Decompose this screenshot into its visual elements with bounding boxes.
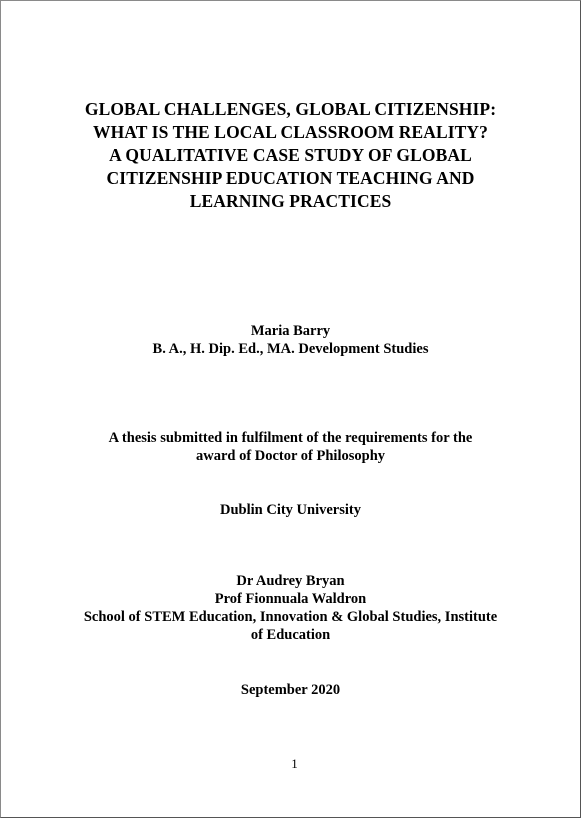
university-text: Dublin City University	[220, 502, 361, 518]
school-line-2: of Education	[250, 627, 331, 643]
school-line-1: School of STEM Education, Innovation & Global Studies, Institute	[83, 609, 498, 625]
submission-date	[1, 681, 580, 699]
page-number: 1	[291, 756, 298, 771]
author-name: Maria Barry	[250, 323, 331, 339]
author-qualifications: B. A., H. Dip. Ed., MA. Development Studies	[152, 341, 429, 357]
title-line-5: LEARNING PRACTICES	[189, 191, 392, 211]
submission-statement	[1, 429, 580, 465]
submission-line-1: A thesis submitted in fulfilment of the requirements for the	[108, 430, 473, 446]
title-line-4: CITIZENSHIP EDUCATION TEACHING AND	[106, 168, 475, 188]
title-line-2: WHAT IS THE LOCAL CLASSROOM REALITY?	[92, 122, 489, 142]
thesis-title	[1, 98, 580, 213]
submission-line-2: award of Doctor of Philosophy	[195, 448, 386, 464]
supervisor-1: Dr Audrey Bryan	[236, 573, 345, 589]
date-text: September 2020	[240, 682, 341, 698]
university-name	[1, 501, 580, 519]
supervisor-2: Prof Fionnuala Waldron	[214, 591, 367, 607]
author-block	[1, 322, 580, 358]
title-line-1: GLOBAL CHALLENGES, GLOBAL CITIZENSHIP:	[84, 99, 497, 119]
supervisors-block	[1, 572, 580, 644]
title-line-3: A QUALITATIVE CASE STUDY OF GLOBAL	[109, 145, 472, 165]
